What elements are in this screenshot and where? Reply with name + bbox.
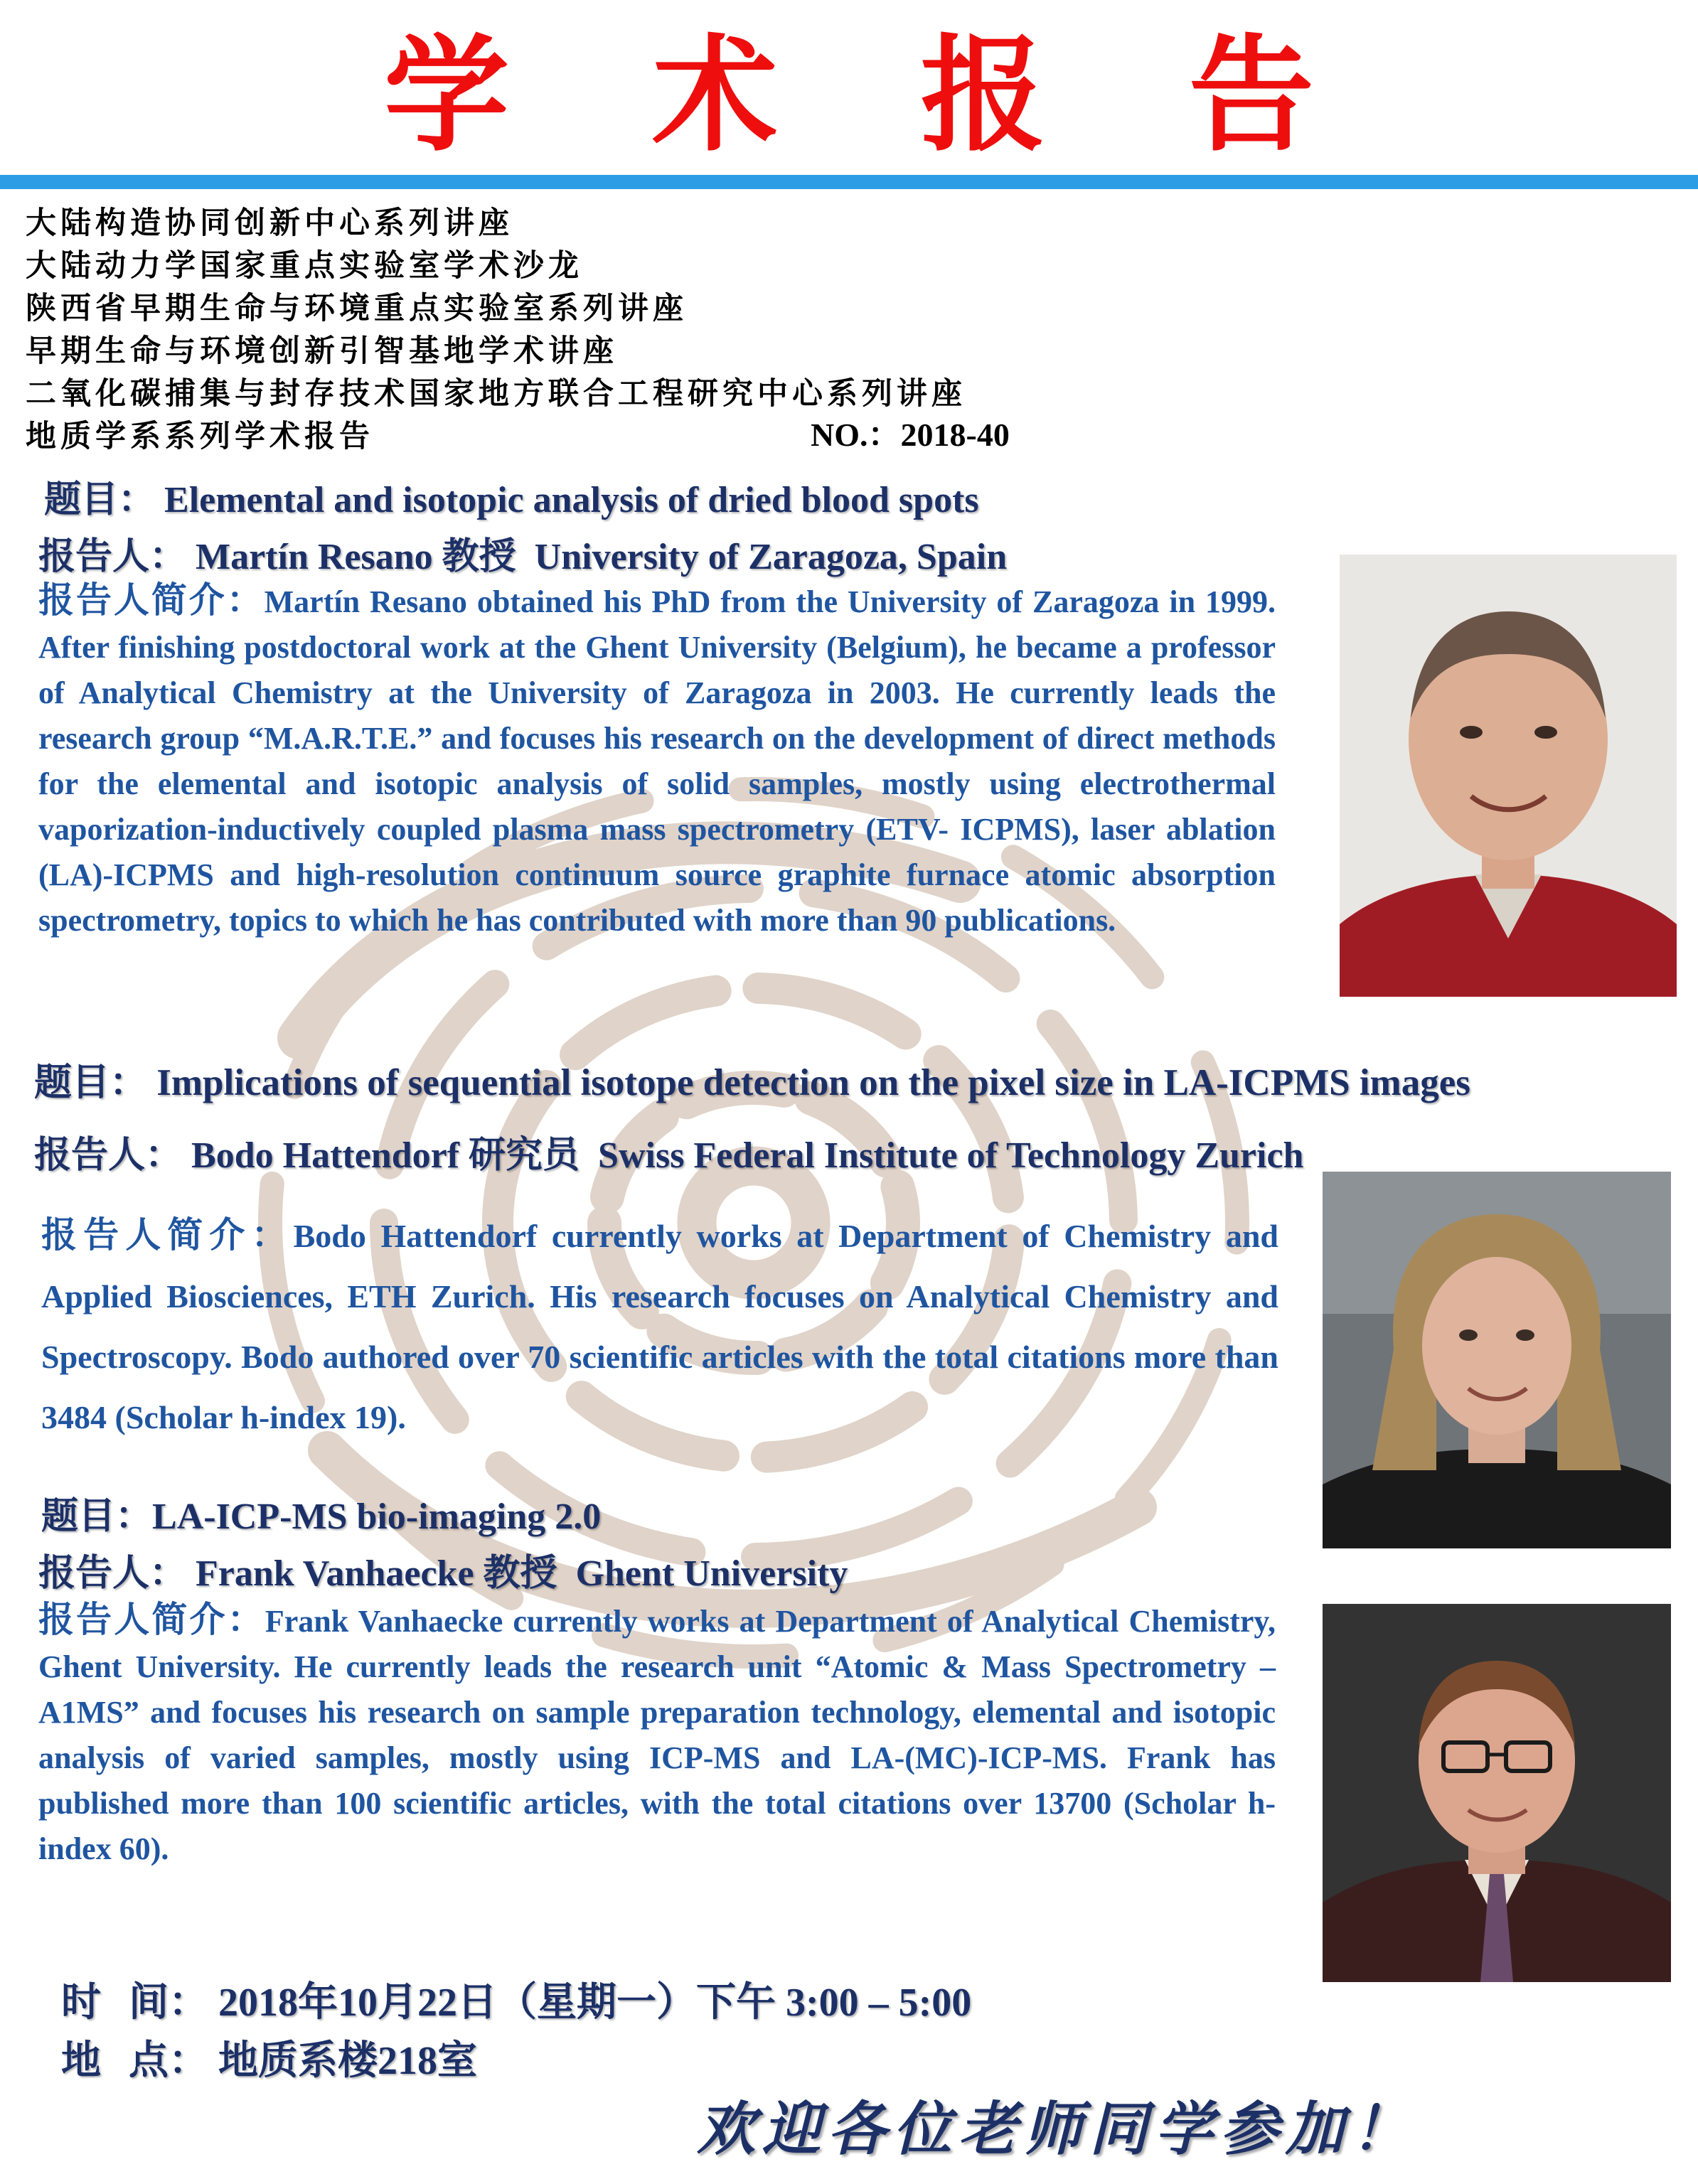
bio-text: Frank Vanhaecke currently works at Department of Analytical Chemistry, Ghent University. He currently leads the research unit “Atomic & Mass Spectrometry – A1MS” and focuses his research on sample preparation technology, elemental and isotopic analysis of varied samples, mostly using ICP-MS and LA-(MC)-ICP-MS. Frank has published more than 100 scientific articles, with the total citations over 13700 (Scholar h-index 60). (38, 1604, 1276, 1866)
topic-text: LA-ICP-MS bio-imaging 2.0 (152, 1497, 602, 1537)
series-line-3: 陕西省早期生命与环境重点实验室系列讲座 (26, 291, 688, 326)
speaker-label: 报告人： (38, 535, 187, 578)
report-number: NO.：2018-40 (811, 417, 1010, 453)
speaker-2-photo (1323, 1172, 1671, 1548)
time-value: 2018年10月22日（星期一）下午 3:00 – 5:00 (218, 1981, 972, 2025)
series-line-4: 早期生命与环境创新引智基地学术讲座 (26, 333, 618, 369)
talk-3-topic (41, 1486, 601, 1539)
event-place (61, 2029, 477, 2086)
talk-2-topic (34, 1052, 1470, 1106)
welcome-message: 欢迎各位老师同学参加！ (697, 2096, 1416, 2163)
speaker-affiliation: Swiss Federal Institute of Technology Zurich (598, 1135, 1304, 1176)
speaker-label: 报告人： (34, 1133, 183, 1177)
talk-3-bio (38, 1597, 1276, 1872)
place-value: 地质系楼218室 (218, 2039, 477, 2083)
talk-2-bio (41, 1204, 1278, 1447)
series-line-1: 大陆构造协同创新中心系列讲座 (26, 205, 513, 241)
topic-label: 题目： (44, 478, 156, 521)
speaker-affiliation: University of Zaragoza, Spain (534, 537, 1008, 577)
series-line-5: 二氧化碳捕集与封存技术国家地方联合工程研究中心系列讲座 (26, 376, 966, 412)
bio-text: Martín Resano obtained his PhD from the University of Zaragoza in 1999. After finishing postdoctoral work at the Ghent University (Belgium), he became a professor of Analytical Chemistry at the University of Zaragoza in 2003. He currently leads the research group “M.A.R.T.E.” and focuses his research on the development of direct methods for the elemental and isotopic analysis of solid samples, mostly using electrothermal vaporization-inductively coupled plasma mass spectrometry (ETV- ICPMS), laser ablation (LA)-ICPMS and high-resolution continuum source graphite furnace atomic absorption spectrometry, topics to which he has contributed with more than 90 publications. (38, 584, 1276, 938)
talk-3-speaker (38, 1543, 848, 1596)
speaker-label: 报告人： (38, 1551, 187, 1595)
talk-2-speaker (34, 1125, 1303, 1178)
speaker-name: Bodo Hattendorf (191, 1135, 460, 1176)
series-line-6: 地质学系系列学术报告 (26, 419, 374, 454)
speaker-title: 教授 (483, 1551, 557, 1595)
header-divider-bar (0, 175, 1698, 189)
speaker-1-photo (1340, 555, 1677, 997)
place-label: 地 点： (61, 2037, 208, 2084)
bio-label: 报告人简介： (38, 579, 265, 621)
speaker-affiliation: Ghent University (575, 1553, 848, 1594)
topic-label: 题目： (41, 1494, 153, 1538)
talk-1-bio (38, 577, 1276, 943)
topic-label: 题目： (34, 1060, 147, 1104)
bio-label: 报告人简介： (41, 1214, 294, 1256)
speaker-title: 研究员 (469, 1133, 580, 1177)
bio-text: Bodo Hattendorf currently works at Department of Chemistry and Applied Biosciences, ETH Zurich. His research focuses on Analytical Chemistry and Spectroscopy. Bodo authored over 70 scientific articles with the total citations more than 3484 (Scholar h-index 19). (41, 1218, 1278, 1435)
bio-label: 报告人简介： (38, 1598, 265, 1640)
page-title: 学 术 报 告 (384, 23, 1364, 168)
speaker-3-photo (1323, 1604, 1671, 1982)
topic-text: Implications of sequential isotope detection on the pixel size in LA-ICPMS images (156, 1062, 1470, 1103)
talk-1-topic (44, 469, 979, 523)
time-label: 时 间： (61, 1979, 208, 2025)
talk-1-speaker (38, 526, 1007, 579)
speaker-name: Martín Resano (196, 537, 433, 577)
event-time (61, 1971, 971, 2028)
speaker-title: 教授 (442, 535, 516, 578)
topic-text: Elemental and isotopic analysis of dried blood spots (164, 480, 979, 520)
speaker-name: Frank Vanhaecke (196, 1553, 474, 1594)
series-line-2: 大陆动力学国家重点实验室学术沙龙 (26, 248, 583, 284)
